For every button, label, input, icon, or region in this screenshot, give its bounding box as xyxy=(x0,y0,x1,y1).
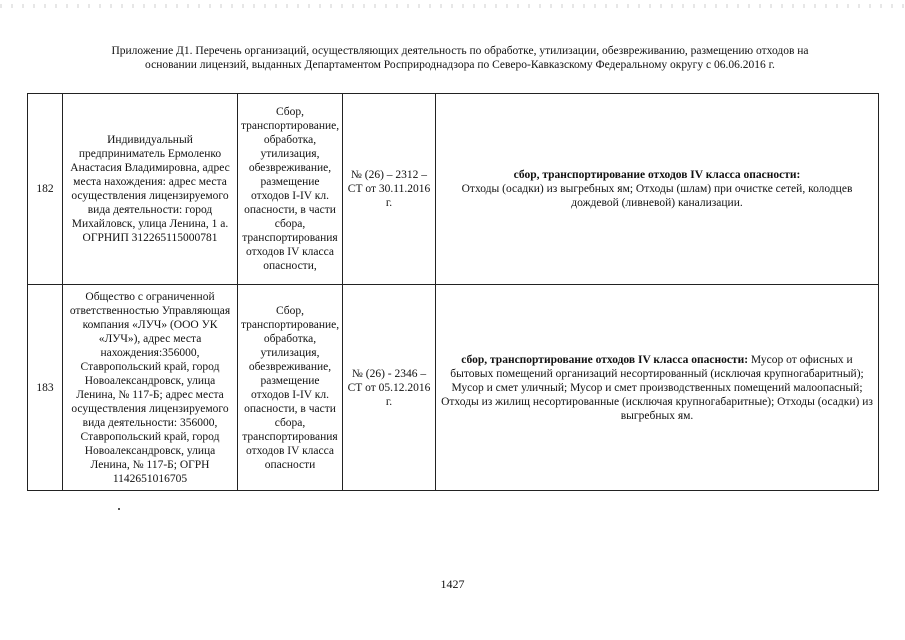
waste-description: Мусор от офисных и бытовых помещений организаций несортированный (исключая крупногабаритный); Мусор и смет уличный; Мусор и смет производственных помещений малоопасный; Отходы из жилищ несортированные (исключая крупногабаритные); Отходы (осадки) из выгребных ям. xyxy=(441,353,873,422)
waste-heading: сбор, транспортирование отходов IV класса опасности: xyxy=(513,169,801,181)
license-cell: № (26) - 2346 – СТ от 05.12.2016 г. xyxy=(343,285,436,491)
header-line-2: основании лицензий, выданных Департаментом Росприроднадзора по Северо-Кавказскому Федеральному округу с 06.06.2016 г. xyxy=(145,59,775,71)
table-row xyxy=(28,285,879,491)
waste-description: Отходы (осадки) из выгребных ям; Отходы (шлам) при очистке сетей, колодцев дождевой (ливневой) канализации. xyxy=(461,183,853,209)
waste-cell xyxy=(436,94,879,285)
license-registry-table xyxy=(27,93,879,491)
row-number: 183 xyxy=(28,285,63,491)
table-row xyxy=(28,94,879,285)
activities-cell: Сбор, транспортирование, обработка, утилизация, обезвреживание, размещение отходов I-IV кл. опасности, в части сбора, транспортирования отходов IV класса опасности xyxy=(238,285,343,491)
organization-cell: Индивидуальный предприниматель Ермоленко Анастасия Владимировна, адрес места нахождения: адрес места осуществления лицензируемого вида деятельности: город Михайловск, улица Ленина, 1 а. ОГРНИП 312265115000781 xyxy=(63,94,238,285)
row-number: 182 xyxy=(28,94,63,285)
document-header xyxy=(60,44,860,72)
header-line-1: Приложение Д1. Перечень организаций, осуществляющих деятельность по обработке, утилизации, обезвреживанию, размещению отходов на xyxy=(111,45,809,57)
scan-dot xyxy=(118,508,120,510)
license-cell: № (26) – 2312 – СТ от 30.11.2016 г. xyxy=(343,94,436,285)
organization-cell: Общество с ограниченной ответственностью Управляющая компания «ЛУЧ» (ООО УК «ЛУЧ»), адрес места нахождения:356000, Ставропольский край, город Новоалександровск, улица Ленина, № 117-Б; адрес места осуществления лицензируемого вида деятельности: 356000, Ставропольский край, город Новоалександровск, улица Ленина, № 117-Б; ОГРН 1142651016705 xyxy=(63,285,238,491)
scan-artifact-line xyxy=(0,4,905,8)
waste-cell xyxy=(436,285,879,491)
page-number: 1427 xyxy=(440,577,465,591)
activities-cell: Сбор, транспортирование, обработка, утилизация, обезвреживание, размещение отходов I-IV кл. опасности, в части сбора, транспортирования отходов IV класса опасности, xyxy=(238,94,343,285)
waste-heading: сбор, транспортирование отходов IV класса опасности: xyxy=(461,353,749,366)
